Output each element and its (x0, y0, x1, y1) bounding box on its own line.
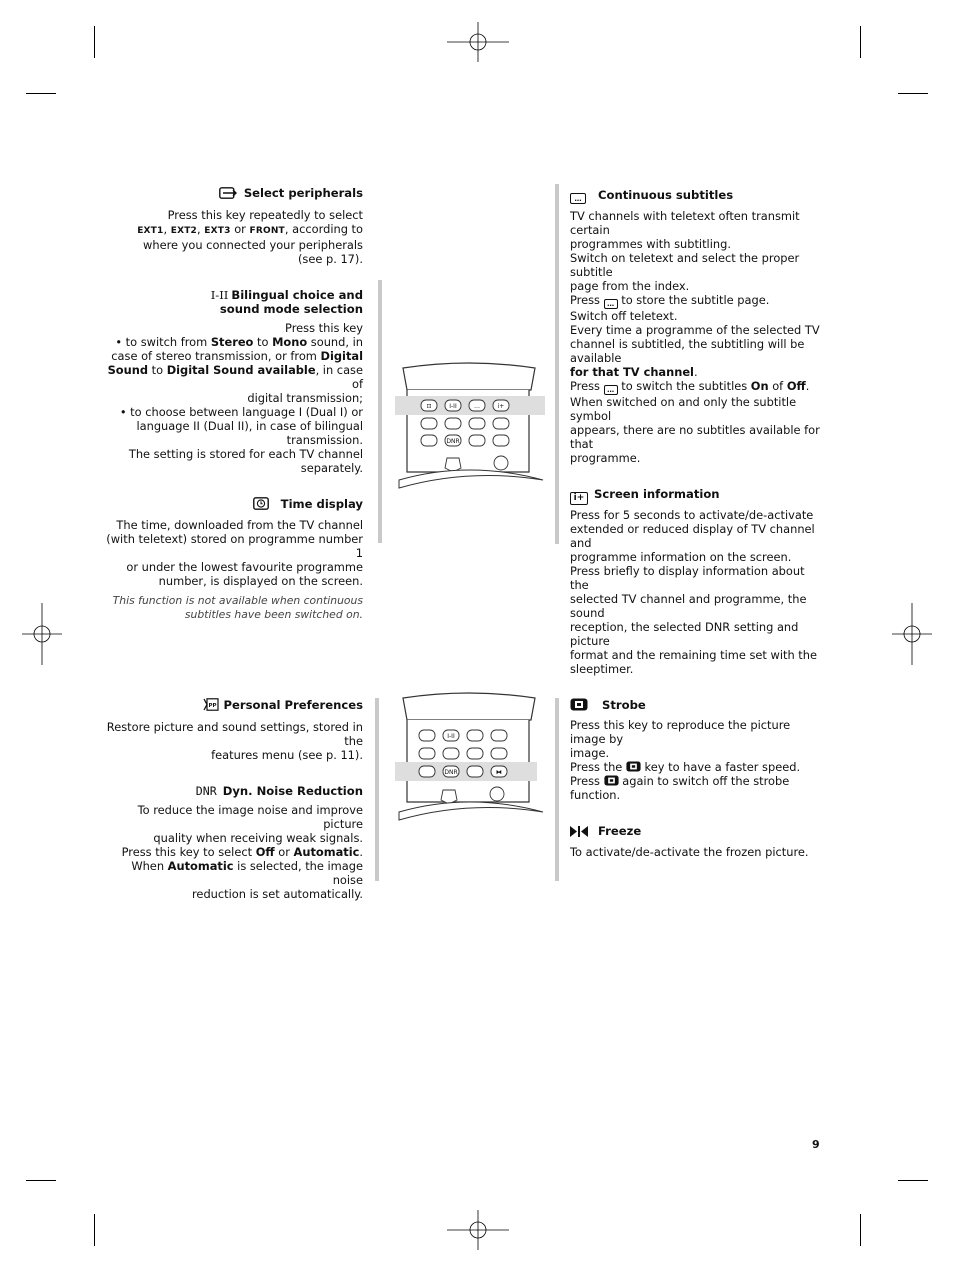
text-line: appears, there are no subtitles available for that (570, 423, 820, 451)
text-line: Sound to Digital Sound available, in case of (107, 363, 363, 391)
text-line: Press … to store the subtitle page. (570, 293, 770, 308)
text-line: reception, the selected DNR setting and picture (570, 620, 799, 648)
strobe-heading: Strobe (570, 698, 825, 714)
svg-text:i+: i+ (497, 403, 505, 410)
crop-mark (94, 1214, 95, 1246)
text-line: When Automatic is selected, the image noise (131, 859, 363, 887)
divider-bar (375, 698, 379, 881)
strobe-icon (626, 761, 641, 772)
crop-mark (94, 26, 95, 58)
text-line: The time, downloaded from the TV channel (116, 518, 363, 532)
svg-text:⧓: ⧓ (496, 769, 502, 776)
crop-mark (26, 93, 56, 94)
note-line: subtitles have been switched on. (184, 608, 363, 621)
svg-text:I-II: I-II (447, 733, 455, 740)
text-line: Press again to switch off the strobe function. (570, 774, 790, 802)
text-line: transmission. (286, 433, 363, 447)
text-line: image. (570, 746, 610, 760)
clock-icon (253, 497, 269, 513)
text-line: extended or reduced display of TV channel and (570, 522, 815, 550)
text-line: EXT1, EXT2, EXT3 or FRONT, according to (137, 222, 363, 236)
registration-mark (447, 22, 509, 62)
text-line: quality when receiving weak signals. (153, 831, 363, 845)
bottom-right-column (570, 698, 825, 859)
text-line: where you connected your peripherals (143, 238, 363, 252)
text-line: Press … to switch the subtitles On of Off. (570, 379, 810, 394)
svg-text:DNR: DNR (444, 769, 458, 776)
text-line: Press this key to reproduce the picture image by (570, 718, 791, 746)
remote-control-illustration (393, 360, 545, 495)
text-line: reduction is set automatically. (192, 887, 363, 901)
svg-text:⊡: ⊡ (426, 403, 432, 410)
text-line: case of stereo transmission, or from Digital (111, 349, 363, 363)
subtitle-icon: … (570, 193, 586, 204)
svg-text:DNR: DNR (446, 438, 460, 445)
text-line: Every time a programme of the selected TV (570, 323, 820, 337)
registration-mark (447, 1210, 509, 1250)
bilingual-heading: I-II Bilingual choice and (210, 288, 363, 302)
freeze-heading: Freeze (570, 824, 825, 840)
divider-bar (378, 280, 382, 543)
top-right-column (570, 188, 825, 676)
peripheral-icon (219, 187, 239, 202)
text-line: Press the key to have a faster speed. (570, 760, 801, 774)
strobe-icon (570, 698, 588, 714)
info-plus-icon: i+ (570, 492, 588, 505)
text-line: or under the lowest favourite programme (126, 560, 363, 574)
text-line: When switched on and only the subtitle symbol (570, 395, 797, 423)
subtitle-icon: … (604, 385, 618, 395)
text-line: format and the remaining time set with the (570, 648, 817, 662)
text-line: programme. (570, 451, 641, 465)
dnr-icon: DNR (195, 784, 217, 798)
text-line: Switch on teletext and select the proper subtitle (570, 251, 800, 279)
note-line: This function is not available when continuous (112, 594, 363, 607)
bottom-left-column (100, 698, 363, 901)
text-line: Press for 5 seconds to activate/de-activate (570, 508, 814, 522)
text-line: selected TV channel and programme, the sound (570, 592, 807, 620)
subtitle-icon: … (604, 299, 618, 309)
text-line: programme information on the screen. (570, 550, 792, 564)
crop-mark (860, 26, 861, 58)
text-line: Press this key (285, 321, 363, 335)
svg-text:PP: PP (207, 703, 217, 709)
text-line: (with teletext) stored on programme number 1 (106, 532, 363, 560)
text-line: The setting is stored for each TV channel (128, 447, 363, 461)
crop-mark (898, 1180, 928, 1181)
time-display-heading: Time display (100, 497, 363, 513)
text-line: Press briefly to display information about the (570, 564, 805, 592)
text-line: (see p. 17). (297, 252, 363, 266)
crop-mark (26, 1180, 56, 1181)
strobe-icon (604, 775, 619, 786)
text-line: Switch off teletext. (570, 309, 678, 323)
divider-bar (555, 698, 559, 881)
dnr-heading: DNR Dyn. Noise Reduction (195, 784, 363, 798)
dual-icon: I-II (210, 288, 229, 302)
svg-text:…: … (474, 403, 480, 410)
text-line: • to switch from Stereo to Mono sound, in (115, 335, 363, 349)
svg-text:I-II: I-II (449, 403, 457, 410)
text-line: sleeptimer. (570, 662, 634, 676)
personal-preferences-heading: PP Personal Preferences (100, 698, 363, 714)
text-line: To reduce the image noise and improve picture (137, 803, 363, 831)
text-line: TV channels with teletext often transmit certain (570, 209, 800, 237)
text-line: separately. (300, 461, 363, 475)
crop-mark (860, 1214, 861, 1246)
text-line: number, is displayed on the screen. (158, 574, 363, 588)
pp-icon (203, 698, 219, 714)
top-left-column (100, 186, 363, 622)
select-peripherals-heading: Select peripherals (100, 186, 363, 202)
divider-bar (555, 184, 559, 544)
continuous-subtitles-heading: … Continuous subtitles (570, 188, 825, 204)
text-line: channel is subtitled, the subtitling will be available (570, 337, 805, 365)
page-number: 9 (812, 1138, 820, 1151)
text-line: To activate/de-activate the frozen picture. (570, 845, 809, 859)
crop-mark (898, 93, 928, 94)
text-line: Press this key repeatedly to select (167, 208, 363, 222)
text-line: page from the index. (570, 279, 690, 293)
text-line: for that TV channel. (570, 365, 698, 379)
screen-information-heading: i+ Screen information (570, 487, 825, 505)
bilingual-heading-2: sound mode selection (219, 302, 363, 316)
freeze-icon (570, 826, 588, 840)
text-line: digital transmission; (247, 391, 363, 405)
text-line: Press this key to select Off or Automatic. (121, 845, 363, 859)
text-line: Restore picture and sound settings, stored in the (106, 720, 363, 748)
text-line: features menu (see p. 11). (211, 748, 363, 762)
registration-mark (892, 603, 932, 665)
text-line: language II (Dual II), in case of bilingual (136, 419, 363, 433)
text-line: programmes with subtitling. (570, 237, 731, 251)
registration-mark (22, 603, 62, 665)
remote-control-illustration (393, 690, 545, 825)
text-line: • to choose between language I (Dual I) or (119, 405, 363, 419)
